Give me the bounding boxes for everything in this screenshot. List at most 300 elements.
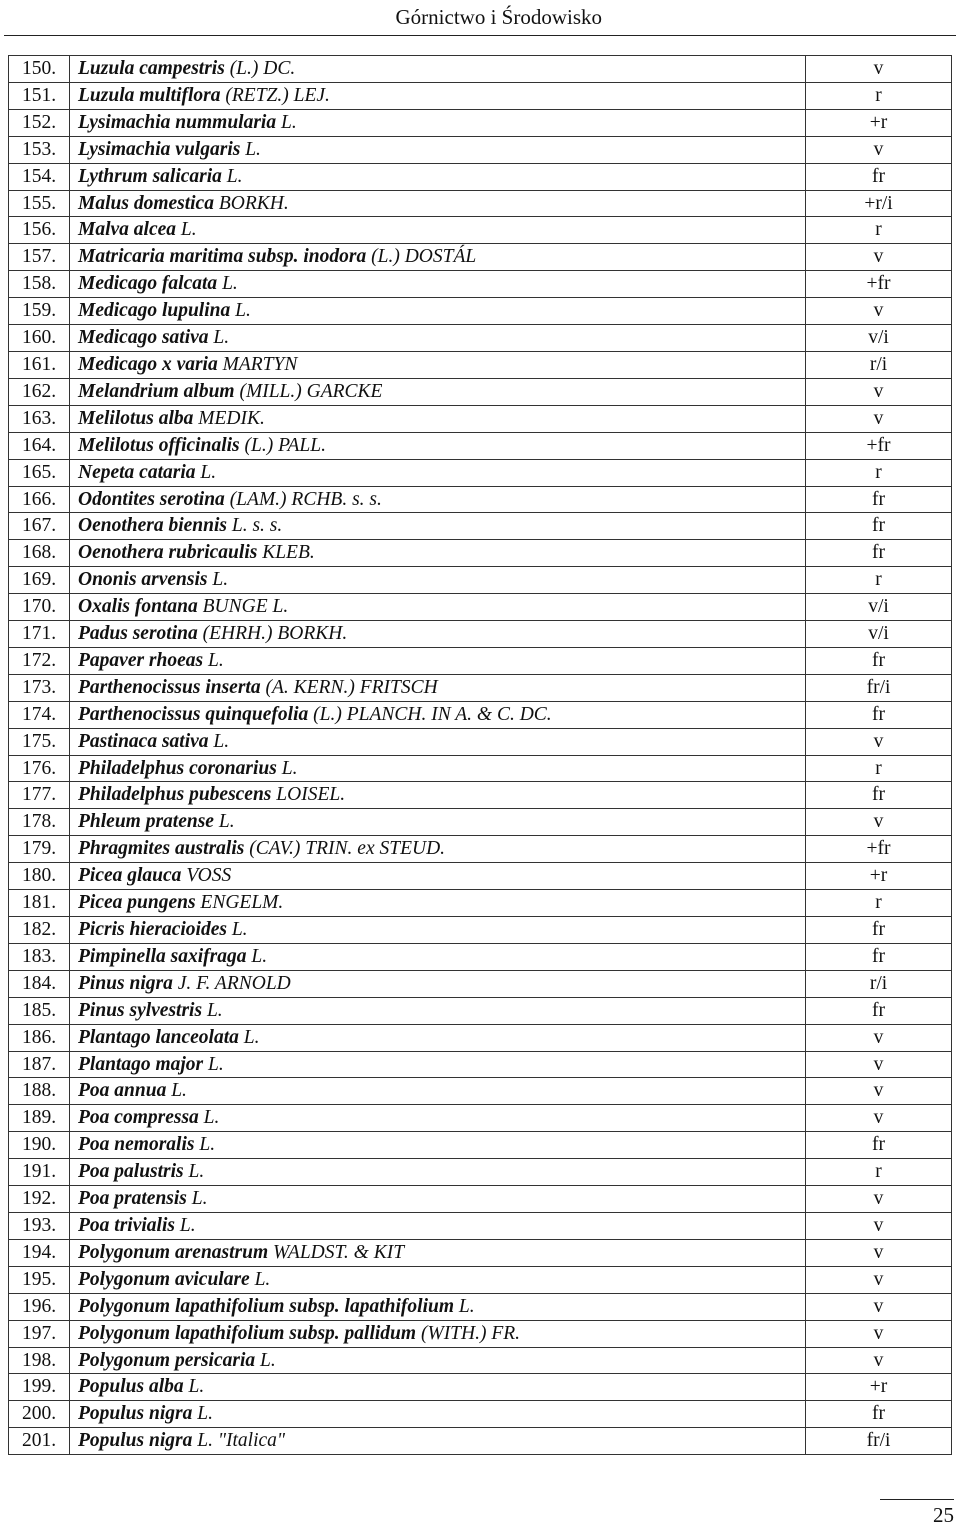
species-author: (RETZ.) LEJ. [225,84,330,106]
row-number: 159. [9,298,70,325]
status-value: fr [806,486,952,513]
table-row [9,459,952,486]
table-row [9,82,952,109]
row-number: 187. [9,1051,70,1078]
row-number: 168. [9,540,70,567]
row-number: 177. [9,782,70,809]
table-row [9,621,952,648]
species-name: Polygonum aviculare [78,1268,250,1290]
status-value: fr [806,917,952,944]
species-name: Populus nigra [78,1430,193,1452]
species-cell [70,271,806,298]
species-cell [70,190,806,217]
species-author: (CAV.) TRIN. ex STEUD. [249,838,446,860]
row-number: 176. [9,755,70,782]
species-cell [70,970,806,997]
table-row [9,943,952,970]
status-value: v [806,298,952,325]
species-author: MARTYN [222,353,298,375]
status-value: fr [806,782,952,809]
row-number: 162. [9,378,70,405]
table-row [9,1320,952,1347]
row-number: 184. [9,970,70,997]
species-name: Polygonum lapathifolium subsp. pallidum [78,1322,417,1344]
table-row [9,647,952,674]
status-value: v [806,1266,952,1293]
status-value: v [806,56,952,83]
species-author: BUNGE L. [202,596,289,618]
species-author: L. [200,461,217,483]
status-value: fr [806,1401,952,1428]
species-author: L. [197,1403,213,1425]
row-number: 179. [9,836,70,863]
table-row [9,136,952,163]
status-value: fr [806,997,952,1024]
species-name: Lythrum salicaria [78,165,222,187]
row-number: 160. [9,325,70,352]
page-header [0,0,960,38]
status-value: v [806,1186,952,1213]
row-number: 172. [9,647,70,674]
species-author: L. [213,730,230,752]
table-row [9,513,952,540]
species-author: VOSS [186,865,232,887]
species-author: (L.) PLANCH. IN A. & C. DC. [313,703,552,725]
species-author: L. [208,1053,224,1075]
species-cell [70,1051,806,1078]
species-name: Poa pratensis [78,1188,187,1210]
table-row [9,1132,952,1159]
species-author: L. [180,219,197,241]
species-name: Medicago falcata [78,273,218,295]
species-author: L. [281,757,298,779]
species-author: MEDIK. [198,407,265,429]
table-row [9,109,952,136]
species-author: L. [280,111,297,133]
species-name: Medicago sativa [78,327,209,349]
table-row [9,863,952,890]
species-author: L. [191,1188,208,1210]
species-author: L. [179,1214,196,1236]
species-cell [70,728,806,755]
status-value: v/i [806,621,952,648]
species-cell [70,755,806,782]
species-cell [70,1212,806,1239]
species-table-body [9,56,952,1455]
species-name: Phragmites australis [78,838,245,860]
species-author: ENGELM. [200,892,284,914]
row-number: 171. [9,621,70,648]
species-author: L. [213,327,230,349]
status-value: fr [806,163,952,190]
status-value: +fr [806,271,952,298]
species-name: Pinus sylvestris [78,999,203,1021]
species-name: Oxalis fontana [78,596,198,618]
status-value: fr/i [806,1428,952,1455]
species-name: Padus serotina [78,623,198,645]
row-number: 181. [9,890,70,917]
species-cell [70,621,806,648]
species-cell [70,1078,806,1105]
status-value: v/i [806,325,952,352]
table-row [9,836,952,863]
species-author: L. [243,1026,260,1048]
species-cell [70,1024,806,1051]
species-author: L. s. s. [231,515,283,537]
status-value: fr [806,1132,952,1159]
table-row [9,1239,952,1266]
species-name: Lysimachia vulgaris [78,138,241,160]
table-row [9,190,952,217]
species-name: Medicago lupulina [78,300,231,322]
species-cell [70,594,806,621]
species-author: L. [208,649,224,671]
row-number: 201. [9,1428,70,1455]
status-value: v [806,1293,952,1320]
species-name: Polygonum lapathifolium subsp. lapathifolium [78,1295,454,1317]
species-cell [70,836,806,863]
species-cell [70,1293,806,1320]
row-number: 170. [9,594,70,621]
species-cell [70,1132,806,1159]
status-value: v/i [806,594,952,621]
table-row [9,1078,952,1105]
species-cell [70,1159,806,1186]
status-value: v [806,244,952,271]
species-cell [70,917,806,944]
table-row [9,594,952,621]
row-number: 174. [9,701,70,728]
status-value: +fr [806,432,952,459]
table-row [9,351,952,378]
species-cell [70,405,806,432]
species-author: L. [235,300,251,322]
species-cell [70,459,806,486]
species-cell [70,82,806,109]
species-name: Populus alba [78,1376,184,1398]
row-number: 155. [9,190,70,217]
species-name: Pinus nigra [78,972,173,994]
table-row [9,1212,952,1239]
species-cell [70,432,806,459]
species-author: (LAM.) RCHB. s. s. [229,488,382,510]
row-number: 157. [9,244,70,271]
species-table [8,55,952,1455]
status-value: fr [806,943,952,970]
row-number: 153. [9,136,70,163]
status-value: fr/i [806,674,952,701]
row-number: 188. [9,1078,70,1105]
species-author: J. F. ARNOLD [177,972,291,994]
row-number: 190. [9,1132,70,1159]
status-value: r [806,459,952,486]
species-name: Poa annua [78,1080,167,1102]
row-number: 193. [9,1212,70,1239]
table-row [9,217,952,244]
species-name: Poa trivialis [78,1214,175,1236]
species-cell [70,540,806,567]
species-name: Pastinaca sativa [78,730,209,752]
table-row [9,271,952,298]
species-name: Papaver rhoeas [78,649,204,671]
status-value: fr [806,701,952,728]
row-number: 152. [9,109,70,136]
species-name: Luzula campestris [78,58,225,79]
row-number: 158. [9,271,70,298]
status-value: v [806,1105,952,1132]
status-value: v [806,1347,952,1374]
species-cell [70,1239,806,1266]
species-name: Philadelphus coronarius [78,757,277,779]
species-author: L. [260,1349,276,1371]
species-name: Pimpinella saxifraga [78,945,247,967]
species-author: (WITH.) FR. [420,1322,521,1344]
row-number: 154. [9,163,70,190]
species-author: L. [199,1134,216,1156]
table-row [9,917,952,944]
status-value: r/i [806,351,952,378]
species-author: L. [245,138,261,160]
table-row [9,782,952,809]
species-name: Parthenocissus quinquefolia [78,703,309,725]
status-value: fr [806,513,952,540]
footer-rule [880,1499,954,1500]
status-value: v [806,1239,952,1266]
row-number: 197. [9,1320,70,1347]
species-cell [70,513,806,540]
species-cell [70,109,806,136]
table-row [9,1024,952,1051]
table-row [9,728,952,755]
species-name: Oenothera biennis [78,515,227,537]
row-number: 196. [9,1293,70,1320]
row-number: 173. [9,674,70,701]
table-row [9,298,952,325]
status-value: v [806,1320,952,1347]
table-row [9,567,952,594]
row-number: 167. [9,513,70,540]
species-cell [70,56,806,83]
species-cell [70,647,806,674]
species-author: L. [206,999,223,1021]
species-cell [70,1347,806,1374]
species-cell [70,1186,806,1213]
species-name: Matricaria maritima subsp. inodora [78,246,367,268]
species-author: L. [231,919,248,940]
table-row [9,997,952,1024]
row-number: 192. [9,1186,70,1213]
row-number: 194. [9,1239,70,1266]
species-name: Odontites serotina [78,488,225,510]
species-cell [70,1320,806,1347]
table-row [9,244,952,271]
table-row [9,405,952,432]
status-value: r [806,890,952,917]
table-row [9,1347,952,1374]
table-row [9,890,952,917]
row-number: 166. [9,486,70,513]
status-value: v [806,136,952,163]
row-number: 199. [9,1374,70,1401]
species-name: Plantago lanceolata [78,1026,239,1048]
row-number: 186. [9,1024,70,1051]
species-author: L. [251,945,268,967]
species-cell [70,809,806,836]
row-number: 161. [9,351,70,378]
table-row [9,1105,952,1132]
table-row [9,432,952,459]
table-row [9,1159,952,1186]
species-cell [70,701,806,728]
species-author: L. [171,1080,187,1102]
species-author: BORKH. [218,192,289,214]
table-row [9,970,952,997]
species-author: L. [222,273,238,295]
status-value: fr [806,647,952,674]
species-cell [70,378,806,405]
species-name: Populus nigra [78,1403,193,1425]
status-value: v [806,378,952,405]
species-cell [70,890,806,917]
species-author: (A. KERN.) FRITSCH [265,676,438,698]
row-number: 185. [9,997,70,1024]
species-cell [70,325,806,352]
table-row [9,1293,952,1320]
species-author: L. [203,1107,220,1129]
species-cell [70,1374,806,1401]
status-value: fr [806,540,952,567]
row-number: 150. [9,56,70,83]
species-name: Picris hieracioides [78,919,227,940]
status-value: v [806,728,952,755]
table-row [9,163,952,190]
species-author: L. [458,1295,475,1317]
table-row [9,701,952,728]
status-value: v [806,1024,952,1051]
table-row [9,1401,952,1428]
table-row [9,486,952,513]
status-value: v [806,405,952,432]
species-name: Melandrium album [78,380,235,402]
species-author: L. [188,1161,205,1183]
species-author: (L.) DOSTÁL [371,246,477,268]
species-name: Melilotus officinalis [78,434,240,456]
species-name: Nepeta cataria [78,461,196,483]
species-cell [70,244,806,271]
status-value: +r/i [806,190,952,217]
table-row [9,1051,952,1078]
species-cell [70,674,806,701]
status-value: v [806,809,952,836]
row-number: 189. [9,1105,70,1132]
status-value: +r [806,863,952,890]
species-author: (L.) DC. [229,58,296,79]
species-author: (MILL.) GARCKE [239,380,383,402]
status-value: r [806,217,952,244]
species-name: Picea pungens [78,892,196,914]
status-value: r/i [806,970,952,997]
species-name: Poa palustris [78,1161,184,1183]
species-author: LOISEL. [276,784,346,806]
table-row [9,378,952,405]
row-number: 169. [9,567,70,594]
species-cell [70,863,806,890]
status-value: r [806,755,952,782]
row-number: 200. [9,1401,70,1428]
status-value: v [806,1078,952,1105]
species-cell [70,163,806,190]
table-row [9,755,952,782]
row-number: 195. [9,1266,70,1293]
species-cell [70,782,806,809]
status-value: r [806,1159,952,1186]
status-value: r [806,567,952,594]
species-cell [70,1401,806,1428]
species-author: WALDST. & KIT [273,1241,405,1263]
species-author: L. [212,569,229,591]
species-cell [70,351,806,378]
species-author: L. [218,811,235,833]
status-value: r [806,82,952,109]
table-row [9,674,952,701]
species-name: Parthenocissus inserta [78,676,261,698]
species-author: L. [226,165,243,187]
row-number: 198. [9,1347,70,1374]
table-row [9,56,952,83]
row-number: 182. [9,917,70,944]
species-cell [70,298,806,325]
table-row [9,809,952,836]
row-number: 164. [9,432,70,459]
species-author: (L.) PALL. [244,434,326,456]
species-name: Polygonum arenastrum [78,1241,269,1263]
species-name: Melilotus alba [78,407,194,429]
species-name: Lysimachia nummularia [78,111,277,133]
species-cell [70,943,806,970]
species-name: Philadelphus pubescens [78,784,272,806]
species-name: Picea glauca [78,865,182,887]
row-number: 180. [9,863,70,890]
table-row [9,325,952,352]
row-number: 151. [9,82,70,109]
species-author: L. "Italica" [197,1430,286,1452]
row-number: 156. [9,217,70,244]
species-name: Oenothera rubricaulis [78,542,258,564]
row-number: 183. [9,943,70,970]
status-value: v [806,1212,952,1239]
species-cell [70,217,806,244]
species-name: Polygonum persicaria [78,1349,256,1371]
row-number: 175. [9,728,70,755]
species-cell [70,1266,806,1293]
species-name: Poa nemoralis [78,1134,195,1156]
species-name: Luzula multiflora [78,84,221,106]
species-name: Poa compressa [78,1107,199,1129]
table-row [9,540,952,567]
status-value: v [806,1051,952,1078]
species-cell [70,1428,806,1455]
status-value: +r [806,1374,952,1401]
species-cell [70,136,806,163]
table-row [9,1186,952,1213]
species-author: L. [254,1268,271,1290]
species-author: (EHRH.) BORKH. [202,623,348,645]
species-cell [70,997,806,1024]
table-row [9,1374,952,1401]
status-value: +fr [806,836,952,863]
journal-title: Górnictwo i Środowisko [395,5,602,29]
table-row [9,1428,952,1455]
